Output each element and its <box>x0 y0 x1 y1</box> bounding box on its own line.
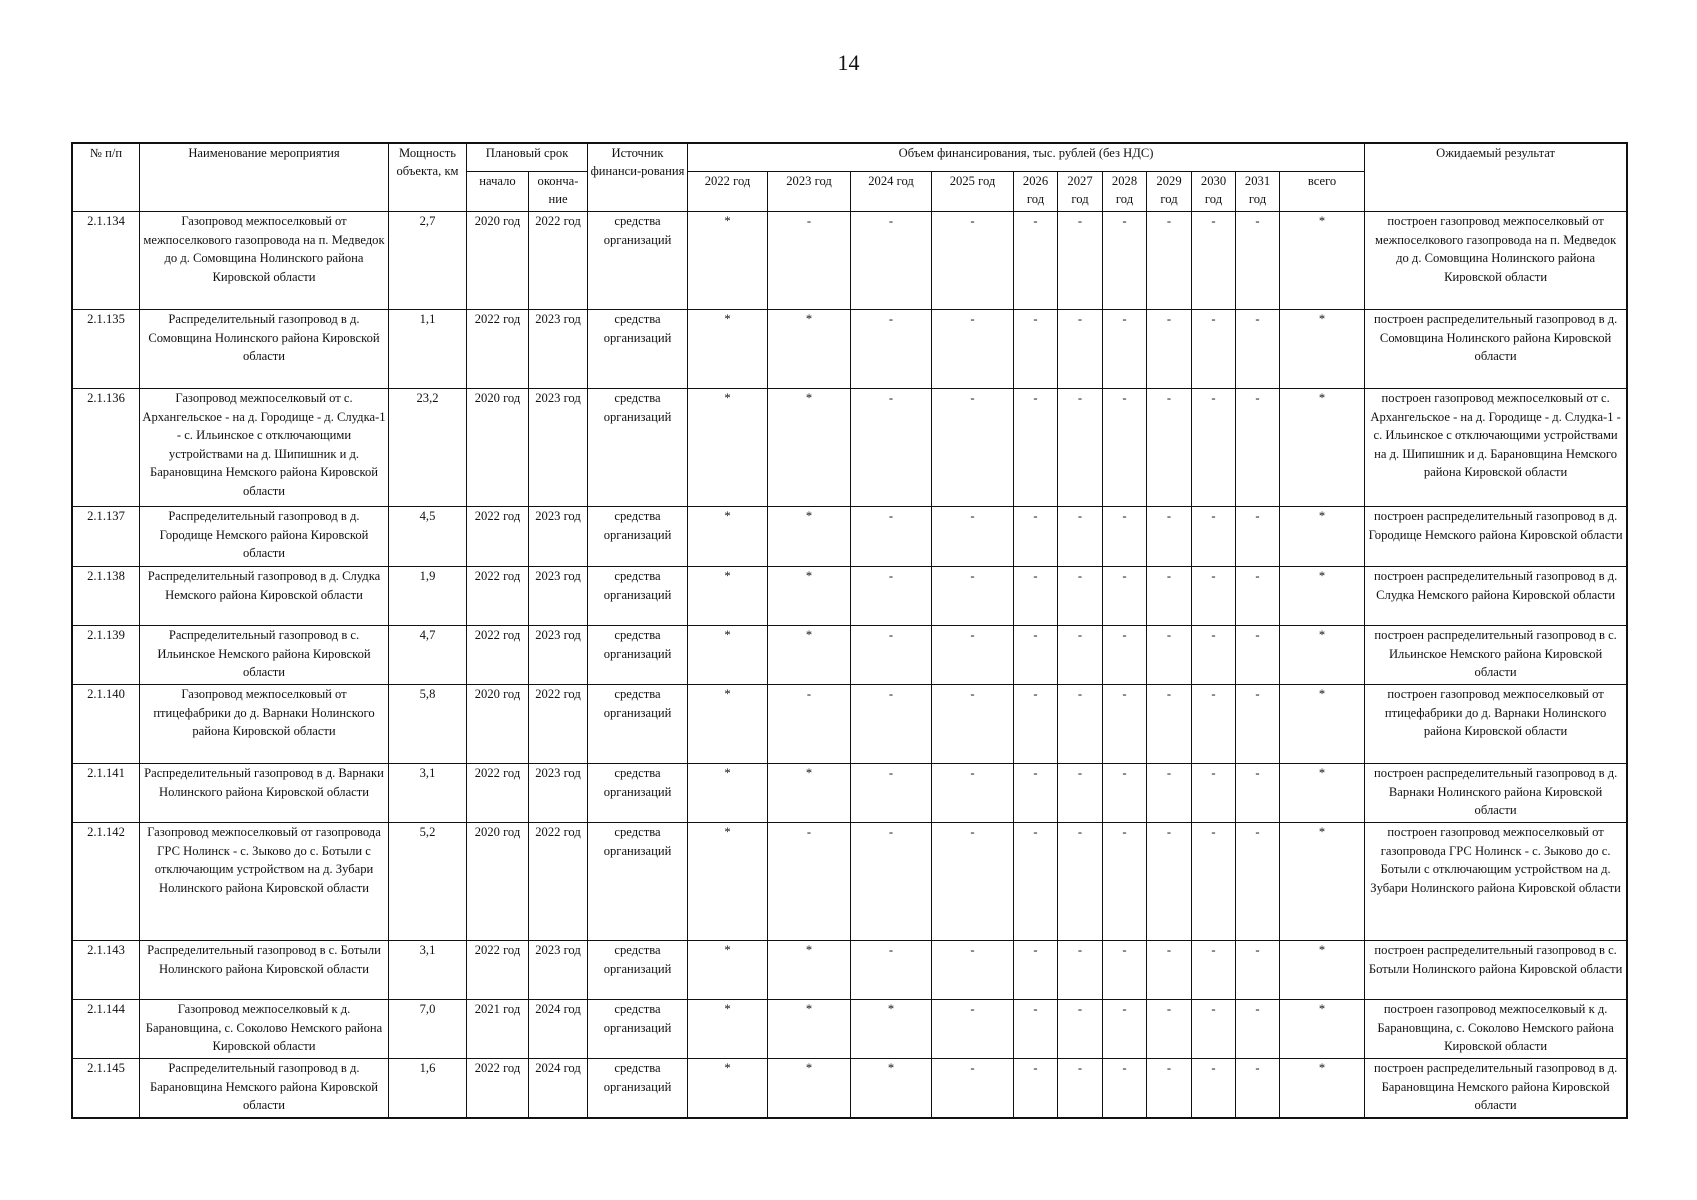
row-name: Газопровод межпоселковый от птицефабрики до д. Варнаки Нолинского района Кировской области <box>140 685 389 764</box>
row-result: построен распределительный газопровод в д. Варнаки Нолинского района Кировской области <box>1365 764 1627 823</box>
row-start: 2021 год <box>467 1000 529 1059</box>
row-year-value: - <box>1014 1059 1058 1118</box>
row-capacity: 5,2 <box>389 823 467 941</box>
row-year-value: - <box>1192 1000 1236 1059</box>
row-start: 2020 год <box>467 823 529 941</box>
row-year-value: - <box>1192 764 1236 823</box>
row-end: 2023 год <box>529 764 588 823</box>
row-year-value: - <box>1103 941 1147 1000</box>
row-year-value: - <box>1192 389 1236 507</box>
header-name: Наименование мероприятия <box>140 144 389 212</box>
row-year-value: - <box>851 310 932 389</box>
header-funding: Объем финансирования, тыс. рублей (без НДС) <box>688 144 1365 172</box>
row-num: 2.1.142 <box>73 823 140 941</box>
row-year-value: - <box>1236 389 1280 507</box>
row-name: Распределительный газопровод в с. Ильинское Немского района Кировской области <box>140 626 389 685</box>
row-name: Газопровод межпоселковый от межпоселкового газопровода на п. Медведок до д. Сомовщина Нолинского района Кировской области <box>140 212 389 310</box>
row-year-value: - <box>1103 389 1147 507</box>
row-capacity: 1,6 <box>389 1059 467 1118</box>
table-row <box>73 941 1627 1000</box>
row-year-value: - <box>1147 1000 1192 1059</box>
header-period-end: оконча-ние <box>529 172 588 212</box>
row-year-value: - <box>1147 310 1192 389</box>
row-year-value: * <box>768 1059 851 1118</box>
header-num: № п/п <box>73 144 140 212</box>
row-year-value: - <box>851 212 932 310</box>
row-source: средства организаций <box>588 764 688 823</box>
row-source: средства организаций <box>588 310 688 389</box>
row-capacity: 2,7 <box>389 212 467 310</box>
row-year-value: * <box>688 507 768 567</box>
row-capacity: 1,9 <box>389 567 467 626</box>
row-source: средства организаций <box>588 941 688 1000</box>
row-year-value: * <box>688 685 768 764</box>
row-year-value: - <box>1236 626 1280 685</box>
row-year-value: - <box>1058 567 1103 626</box>
row-year-value: - <box>1014 823 1058 941</box>
row-year-value: * <box>688 567 768 626</box>
row-num: 2.1.139 <box>73 626 140 685</box>
row-end: 2022 год <box>529 212 588 310</box>
row-capacity: 23,2 <box>389 389 467 507</box>
row-year-value: - <box>851 389 932 507</box>
header-year: 2023 год <box>768 172 851 212</box>
row-start: 2020 год <box>467 685 529 764</box>
row-year-value: * <box>688 389 768 507</box>
row-year-value: - <box>1147 626 1192 685</box>
row-start: 2022 год <box>467 941 529 1000</box>
row-source: средства организаций <box>588 212 688 310</box>
row-year-value: - <box>1058 764 1103 823</box>
row-year-value: - <box>932 764 1014 823</box>
header-year: 2029 год <box>1147 172 1192 212</box>
row-start: 2022 год <box>467 567 529 626</box>
header-year: 2022 год <box>688 172 768 212</box>
row-year-value: - <box>1236 567 1280 626</box>
row-year-value: - <box>1014 389 1058 507</box>
row-year-value: - <box>932 626 1014 685</box>
row-year-value: - <box>932 1000 1014 1059</box>
row-num: 2.1.140 <box>73 685 140 764</box>
table-row <box>73 685 1627 764</box>
row-year-value: * <box>688 212 768 310</box>
row-total: * <box>1280 389 1365 507</box>
row-result: построен распределительный газопровод в д. Сомовщина Нолинского района Кировской области <box>1365 310 1627 389</box>
row-year-value: - <box>1014 941 1058 1000</box>
row-capacity: 1,1 <box>389 310 467 389</box>
row-result: построен газопровод межпоселковый от с. Архангельское - на д. Городище - д. Слудка-1 - с. Ильинское с отключающими устройствами на д. Шипишник и д. Барановщина Немского района Кировской области <box>1365 389 1627 507</box>
row-num: 2.1.143 <box>73 941 140 1000</box>
row-result: построен газопровод межпоселковый от газопровода ГРС Нолинск - с. Зыково до с. Ботыли с отключающим устройством на д. Зубари Нолинского района Кировской области <box>1365 823 1627 941</box>
header-year: 2025 год <box>932 172 1014 212</box>
row-year-value: - <box>1103 212 1147 310</box>
row-year-value: * <box>688 941 768 1000</box>
row-result: построен распределительный газопровод в д. Городище Немского района Кировской области <box>1365 507 1627 567</box>
row-result: построен распределительный газопровод в д. Барановщина Немского района Кировской области <box>1365 1059 1627 1118</box>
row-year-value: * <box>768 764 851 823</box>
table-row <box>73 764 1627 823</box>
row-year-value: - <box>768 685 851 764</box>
row-result: построен газопровод межпоселковый от птицефабрики до д. Варнаки Нолинского района Кировской области <box>1365 685 1627 764</box>
row-source: средства организаций <box>588 823 688 941</box>
row-year-value: * <box>688 1000 768 1059</box>
row-year-value: * <box>768 567 851 626</box>
row-year-value: - <box>1236 507 1280 567</box>
row-end: 2023 год <box>529 389 588 507</box>
row-end: 2023 год <box>529 507 588 567</box>
row-end: 2024 год <box>529 1059 588 1118</box>
row-year-value: - <box>932 685 1014 764</box>
row-year-value: - <box>1058 1000 1103 1059</box>
header-year: 2030 год <box>1192 172 1236 212</box>
row-source: средства организаций <box>588 507 688 567</box>
row-source: средства организаций <box>588 685 688 764</box>
row-name: Распределительный газопровод в с. Ботыли Нолинского района Кировской области <box>140 941 389 1000</box>
row-capacity: 5,8 <box>389 685 467 764</box>
row-year-value: * <box>851 1000 932 1059</box>
row-year-value: * <box>768 941 851 1000</box>
row-year-value: - <box>1147 823 1192 941</box>
row-year-value: - <box>1192 823 1236 941</box>
row-result: построен распределительный газопровод в д. Слудка Немского района Кировской области <box>1365 567 1627 626</box>
row-end: 2023 год <box>529 567 588 626</box>
row-capacity: 3,1 <box>389 764 467 823</box>
row-year-value: - <box>1236 823 1280 941</box>
row-year-value: - <box>932 310 1014 389</box>
row-year-value: - <box>1014 507 1058 567</box>
table-row <box>73 1059 1627 1118</box>
row-year-value: - <box>1058 389 1103 507</box>
row-total: * <box>1280 1059 1365 1118</box>
row-year-value: - <box>1014 685 1058 764</box>
row-year-value: - <box>1192 507 1236 567</box>
row-total: * <box>1280 212 1365 310</box>
row-year-value: - <box>1236 310 1280 389</box>
row-year-value: * <box>768 626 851 685</box>
row-year-value: - <box>932 567 1014 626</box>
row-year-value: * <box>688 823 768 941</box>
row-start: 2022 год <box>467 1059 529 1118</box>
row-end: 2022 год <box>529 685 588 764</box>
row-name: Газопровод межпоселковый к д. Барановщина, с. Соколово Немского района Кировской области <box>140 1000 389 1059</box>
row-year-value: - <box>1236 1059 1280 1118</box>
row-year-value: - <box>1058 941 1103 1000</box>
row-year-value: * <box>768 389 851 507</box>
row-total: * <box>1280 567 1365 626</box>
row-year-value: - <box>1192 941 1236 1000</box>
table-body <box>73 212 1627 1118</box>
row-total: * <box>1280 310 1365 389</box>
row-year-value: - <box>1192 685 1236 764</box>
header-period: Плановый срок <box>467 144 588 172</box>
header-period-start: начало <box>467 172 529 212</box>
row-year-value: * <box>688 1059 768 1118</box>
header-year: 2027 год <box>1058 172 1103 212</box>
row-year-value: - <box>851 567 932 626</box>
row-year-value: - <box>1236 685 1280 764</box>
row-year-value: - <box>932 507 1014 567</box>
row-year-value: - <box>932 212 1014 310</box>
row-year-value: - <box>1103 626 1147 685</box>
row-result: построен газопровод межпоселковый к д. Барановщина, с. Соколово Немского района Кировской области <box>1365 1000 1627 1059</box>
row-year-value: - <box>1058 1059 1103 1118</box>
row-source: средства организаций <box>588 567 688 626</box>
row-year-value: - <box>1058 685 1103 764</box>
table-row <box>73 310 1627 389</box>
row-year-value: - <box>768 212 851 310</box>
row-source: средства организаций <box>588 626 688 685</box>
row-year-value: - <box>1058 626 1103 685</box>
row-year-value: - <box>1058 212 1103 310</box>
row-year-value: - <box>851 507 932 567</box>
row-year-value: - <box>851 685 932 764</box>
row-result: построен газопровод межпоселковый от межпоселкового газопровода на п. Медведок до д. Сомовщина Нолинского района Кировской области <box>1365 212 1627 310</box>
funding-table <box>72 143 1627 1118</box>
header-year: 2031 год <box>1236 172 1280 212</box>
row-num: 2.1.138 <box>73 567 140 626</box>
row-year-value: - <box>1103 507 1147 567</box>
row-end: 2022 год <box>529 823 588 941</box>
row-total: * <box>1280 941 1365 1000</box>
row-year-value: - <box>1236 941 1280 1000</box>
row-num: 2.1.144 <box>73 1000 140 1059</box>
row-name: Распределительный газопровод в д. Сомовщина Нолинского района Кировской области <box>140 310 389 389</box>
table-row <box>73 823 1627 941</box>
row-total: * <box>1280 507 1365 567</box>
row-year-value: * <box>688 626 768 685</box>
header-year: 2024 год <box>851 172 932 212</box>
row-year-value: - <box>851 626 932 685</box>
row-year-value: - <box>1103 310 1147 389</box>
row-year-value: * <box>688 310 768 389</box>
row-total: * <box>1280 764 1365 823</box>
row-source: средства организаций <box>588 1059 688 1118</box>
table-row <box>73 507 1627 567</box>
row-year-value: - <box>1236 1000 1280 1059</box>
row-year-value: - <box>851 941 932 1000</box>
table-row <box>73 212 1627 310</box>
row-year-value: - <box>1147 685 1192 764</box>
row-year-value: - <box>1103 567 1147 626</box>
row-year-value: - <box>1192 626 1236 685</box>
row-year-value: - <box>932 1059 1014 1118</box>
row-capacity: 4,7 <box>389 626 467 685</box>
page-number: 14 <box>837 50 860 75</box>
row-year-value: - <box>1147 212 1192 310</box>
row-year-value: - <box>1147 1059 1192 1118</box>
row-year-value: - <box>1014 212 1058 310</box>
table-header <box>73 144 1627 212</box>
row-num: 2.1.145 <box>73 1059 140 1118</box>
row-start: 2022 год <box>467 626 529 685</box>
row-name: Распределительный газопровод в д. Варнаки Нолинского района Кировской области <box>140 764 389 823</box>
row-year-value: - <box>1147 941 1192 1000</box>
row-capacity: 3,1 <box>389 941 467 1000</box>
row-year-value: - <box>1236 764 1280 823</box>
row-year-value: * <box>768 507 851 567</box>
row-num: 2.1.134 <box>73 212 140 310</box>
row-num: 2.1.136 <box>73 389 140 507</box>
row-year-value: - <box>1192 310 1236 389</box>
row-start: 2020 год <box>467 212 529 310</box>
row-num: 2.1.135 <box>73 310 140 389</box>
table-row <box>73 1000 1627 1059</box>
row-capacity: 7,0 <box>389 1000 467 1059</box>
header-year: 2026 год <box>1014 172 1058 212</box>
row-result: построен распределительный газопровод в с. Ильинское Немского района Кировской области <box>1365 626 1627 685</box>
row-year-value: - <box>1103 823 1147 941</box>
row-name: Распределительный газопровод в д. Слудка Немского района Кировской области <box>140 567 389 626</box>
row-year-value: - <box>768 823 851 941</box>
row-name: Газопровод межпоселковый от газопровода ГРС Нолинск - с. Зыково до с. Ботыли с отключающим устройством на д. Зубари Нолинского района Кировской области <box>140 823 389 941</box>
row-result: построен распределительный газопровод в с. Ботыли Нолинского района Кировской области <box>1365 941 1627 1000</box>
row-year-value: - <box>1058 507 1103 567</box>
row-num: 2.1.137 <box>73 507 140 567</box>
row-year-value: - <box>932 941 1014 1000</box>
table-row <box>73 626 1627 685</box>
row-year-value: - <box>1058 310 1103 389</box>
row-year-value: - <box>1014 764 1058 823</box>
header-result: Ожидаемый результат <box>1365 144 1627 212</box>
row-year-value: - <box>1103 1000 1147 1059</box>
row-year-value: - <box>1192 1059 1236 1118</box>
row-total: * <box>1280 626 1365 685</box>
header-year: 2028 год <box>1103 172 1147 212</box>
row-end: 2024 год <box>529 1000 588 1059</box>
row-year-value: - <box>851 764 932 823</box>
row-year-value: - <box>851 823 932 941</box>
row-end: 2023 год <box>529 310 588 389</box>
row-num: 2.1.141 <box>73 764 140 823</box>
row-year-value: - <box>1014 310 1058 389</box>
row-start: 2020 год <box>467 389 529 507</box>
row-year-value: - <box>1147 507 1192 567</box>
row-source: средства организаций <box>588 389 688 507</box>
row-year-value: - <box>1236 212 1280 310</box>
row-year-value: - <box>1103 764 1147 823</box>
row-total: * <box>1280 1000 1365 1059</box>
row-year-value: - <box>1147 764 1192 823</box>
header-capacity: Мощность объекта, км <box>389 144 467 212</box>
row-year-value: - <box>932 823 1014 941</box>
row-year-value: - <box>1058 823 1103 941</box>
row-end: 2023 год <box>529 941 588 1000</box>
row-name: Распределительный газопровод в д. Городище Немского района Кировской области <box>140 507 389 567</box>
table-row <box>73 389 1627 507</box>
row-start: 2022 год <box>467 507 529 567</box>
row-year-value: * <box>768 1000 851 1059</box>
row-year-value: - <box>1147 567 1192 626</box>
row-year-value: - <box>1014 1000 1058 1059</box>
row-year-value: * <box>851 1059 932 1118</box>
row-year-value: - <box>1014 626 1058 685</box>
row-end: 2023 год <box>529 626 588 685</box>
row-year-value: * <box>688 764 768 823</box>
row-year-value: - <box>932 389 1014 507</box>
row-start: 2022 год <box>467 764 529 823</box>
row-year-value: - <box>1103 1059 1147 1118</box>
row-year-value: - <box>1192 212 1236 310</box>
row-year-value: - <box>1014 567 1058 626</box>
row-source: средства организаций <box>588 1000 688 1059</box>
row-year-value: - <box>1192 567 1236 626</box>
row-year-value: - <box>1147 389 1192 507</box>
table-row <box>73 567 1627 626</box>
row-total: * <box>1280 823 1365 941</box>
row-total: * <box>1280 685 1365 764</box>
row-name: Распределительный газопровод в д. Барановщина Немского района Кировской области <box>140 1059 389 1118</box>
row-name: Газопровод межпоселковый от с. Архангельское - на д. Городище - д. Слудка-1 - с. Ильинское с отключающими устройствами на д. Шипишник и д. Барановщина Немского района Кировской области <box>140 389 389 507</box>
header-source: Источник финанси-рования <box>588 144 688 212</box>
row-year-value: - <box>1103 685 1147 764</box>
row-capacity: 4,5 <box>389 507 467 567</box>
row-start: 2022 год <box>467 310 529 389</box>
row-year-value: * <box>768 310 851 389</box>
header-total: всего <box>1280 172 1365 212</box>
